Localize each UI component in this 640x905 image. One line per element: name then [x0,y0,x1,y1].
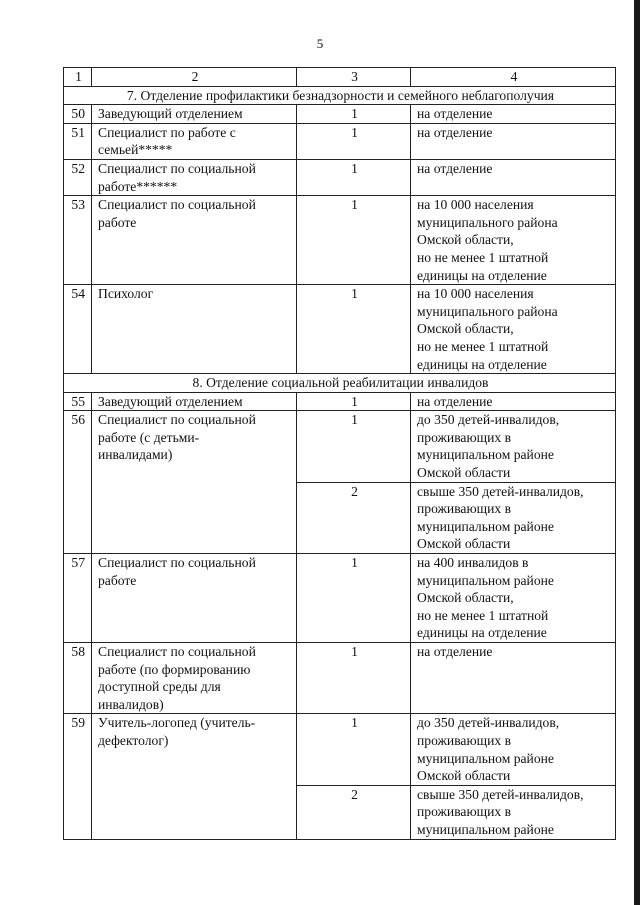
section-title-row [64,86,616,105]
row-number: 52 [64,159,92,195]
staffing-norm: на 10 000 населения муниципального района Омской области, но не менее 1 штатной единицы на отделение [411,196,616,285]
unit-count: 2 [297,482,411,553]
position-name: Заведующий отделением [92,392,297,411]
table-row [64,554,616,643]
staffing-norm: свыше 350 детей-инвалидов, проживающих в муниципальном районе Омской области [411,482,616,553]
unit-count: 1 [297,411,411,482]
table-row [64,714,616,785]
position-name: Специалист по социальной работе [92,554,297,643]
header-col-3: 3 [297,68,411,87]
unit-count: 2 [297,785,411,839]
row-number: 59 [64,714,92,839]
position-name: Специалист по социальной работе (по формированию доступной среды для инвалидов) [92,643,297,714]
header-col-2: 2 [92,68,297,87]
section-title-row [64,374,616,393]
staffing-norm: до 350 детей-инвалидов, проживающих в муниципальном районе Омской области [411,411,616,482]
position-name: Специалист по социальной работе****** [92,159,297,195]
unit-count: 1 [297,285,411,374]
table-row [64,285,616,374]
scan-edge [634,0,640,905]
table-row [64,159,616,195]
unit-count: 1 [297,643,411,714]
row-number: 54 [64,285,92,374]
staffing-norm: до 350 детей-инвалидов, проживающих в муниципальном районе Омской области [411,714,616,785]
table-row [64,196,616,285]
row-number: 57 [64,554,92,643]
staffing-norm: свыше 350 детей-инвалидов, проживающих в муниципальном районе [411,785,616,839]
row-number: 51 [64,123,92,159]
staffing-norm: на 400 инвалидов в муниципальном районе Омской области, но не менее 1 штатной единицы на отделение [411,554,616,643]
row-number: 58 [64,643,92,714]
position-name: Специалист по социальной работе [92,196,297,285]
unit-count: 1 [297,392,411,411]
unit-count: 1 [297,123,411,159]
position-name: Заведующий отделением [92,105,297,124]
staffing-norm: на 10 000 населения муниципального района Омской области, но не менее 1 штатной единицы на отделение [411,285,616,374]
staffing-norm: на отделение [411,105,616,124]
table-header-row [64,68,616,87]
header-col-4: 4 [411,68,616,87]
unit-count: 1 [297,196,411,285]
staffing-norm: на отделение [411,643,616,714]
position-name: Учитель-логопед (учитель- дефектолог) [92,714,297,839]
table-row [64,643,616,714]
section-title: 8. Отделение социальной реабилитации инвалидов [64,374,616,393]
table-row [64,123,616,159]
unit-count: 1 [297,554,411,643]
row-number: 53 [64,196,92,285]
table-row [64,392,616,411]
unit-count: 1 [297,105,411,124]
table-row [64,105,616,124]
position-name: Психолог [92,285,297,374]
staffing-norm: на отделение [411,159,616,195]
page-number: 5 [316,36,324,51]
row-number: 55 [64,392,92,411]
staffing-table [63,67,616,840]
position-name: Специалист по работе с семьей***** [92,123,297,159]
row-number: 56 [64,411,92,554]
position-name: Специалист по социальной работе (с детьми- инвалидами) [92,411,297,554]
table-row [64,411,616,482]
staffing-norm: на отделение [411,392,616,411]
section-title: 7. Отделение профилактики безнадзорности и семейного неблагополучия [64,86,616,105]
row-number: 50 [64,105,92,124]
staffing-norm: на отделение [411,123,616,159]
header-col-1: 1 [64,68,92,87]
unit-count: 1 [297,714,411,785]
unit-count: 1 [297,159,411,195]
